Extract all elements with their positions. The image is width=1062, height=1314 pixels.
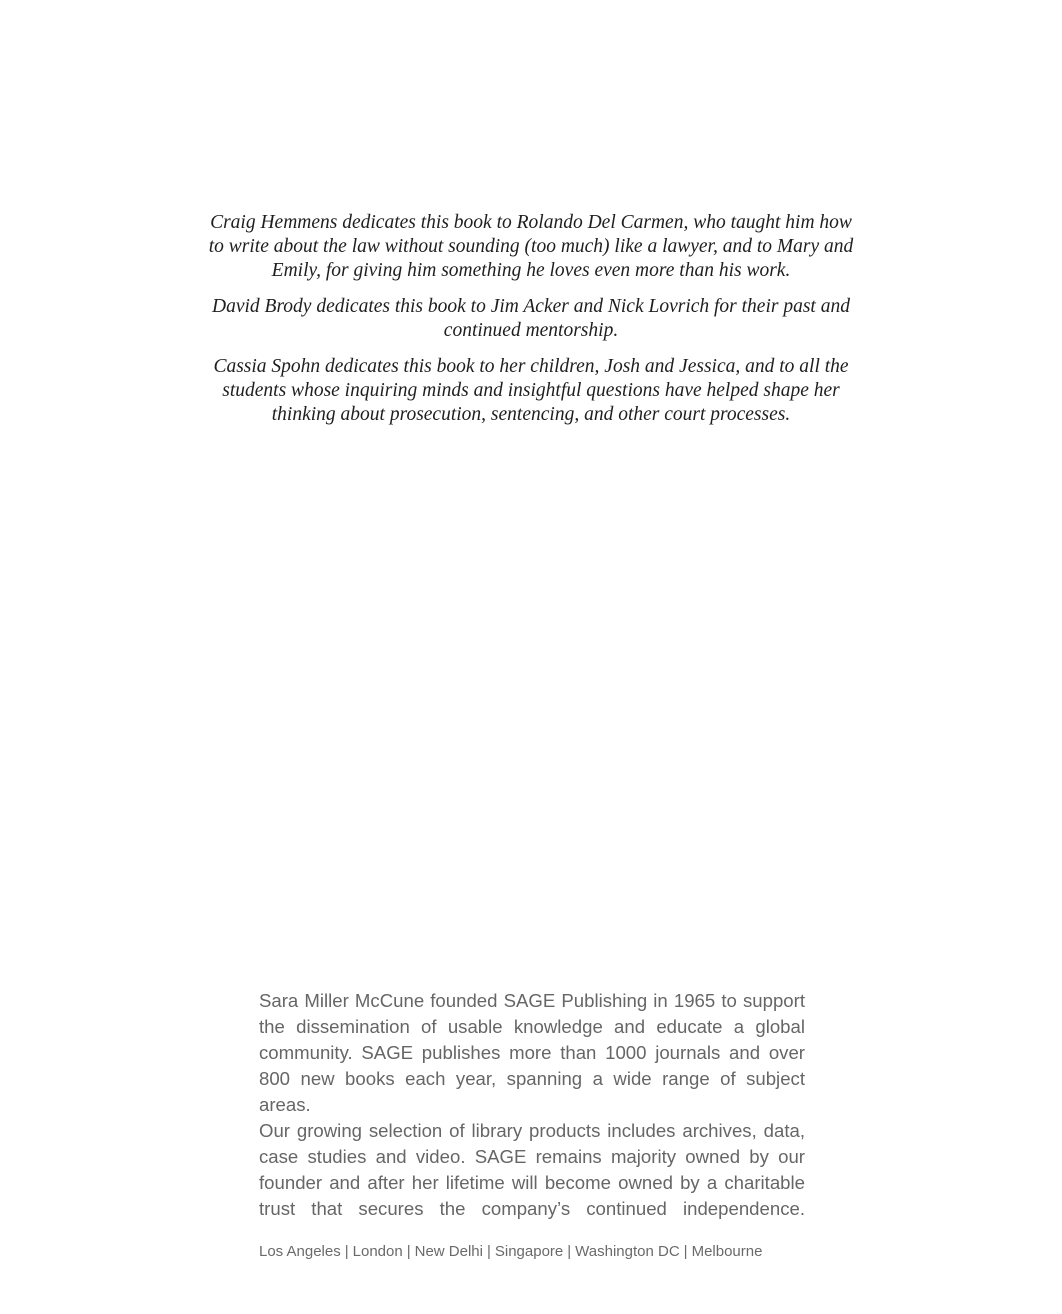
dedication-spohn <box>186 355 876 427</box>
dedication-hemmens <box>186 211 876 283</box>
dedication-line: David Brody dedicates this book to Jim Acker and Nick Lovrich for their past and <box>212 296 850 317</box>
about-line: Sara Miller McCune founded SAGE Publishing in 1965 to support <box>259 990 805 1011</box>
dedication-brody <box>186 295 876 343</box>
publisher-about <box>259 988 805 1222</box>
city: New Delhi <box>414 1243 483 1260</box>
city: Los Angeles <box>259 1243 341 1260</box>
dedications <box>186 211 876 439</box>
about-line: case studies and video. SAGE remains majority owned by our <box>259 1146 805 1167</box>
city: Washington DC <box>575 1243 680 1260</box>
about-line: trust that secures the company’s continued independence. <box>259 1198 805 1219</box>
about-line: community. SAGE publishes more than 1000 journals and over <box>259 1042 805 1063</box>
dedication-line: continued mentorship. <box>443 320 619 341</box>
city: Melbourne <box>691 1243 763 1260</box>
publisher-cities <box>259 1242 805 1262</box>
dedication-line: Craig Hemmens dedicates this book to Rolando Del Carmen, who taught him how <box>210 212 852 233</box>
publisher-statement <box>259 988 805 1262</box>
about-line: the dissemination of usable knowledge and educate a global <box>259 1016 805 1037</box>
city-separator: | <box>567 1243 572 1260</box>
dedication-line: students whose inquiring minds and insightful questions have helped shape her <box>222 380 840 401</box>
dedication-line: Cassia Spohn dedicates this book to her children, Josh and Jessica, and to all the <box>213 356 849 377</box>
city-separator: | <box>406 1243 411 1260</box>
dedication-line: Emily, for giving him something he loves even more than his work. <box>271 260 791 281</box>
about-line: 800 new books each year, spanning a wide range of subject areas. <box>259 1068 805 1115</box>
city-separator: | <box>344 1243 349 1260</box>
dedication-line: thinking about prosecution, sentencing, and other court processes. <box>271 404 791 425</box>
city-separator: | <box>683 1243 688 1260</box>
dedication-line: to write about the law without sounding (too much) like a lawyer, and to Mary and <box>208 236 854 257</box>
city: Singapore <box>494 1243 564 1260</box>
city: London <box>352 1243 403 1260</box>
about-line: founder and after her lifetime will become owned by a charitable <box>259 1172 805 1193</box>
about-line: Our growing selection of library products includes archives, data, <box>259 1120 805 1141</box>
city-separator: | <box>486 1243 491 1260</box>
